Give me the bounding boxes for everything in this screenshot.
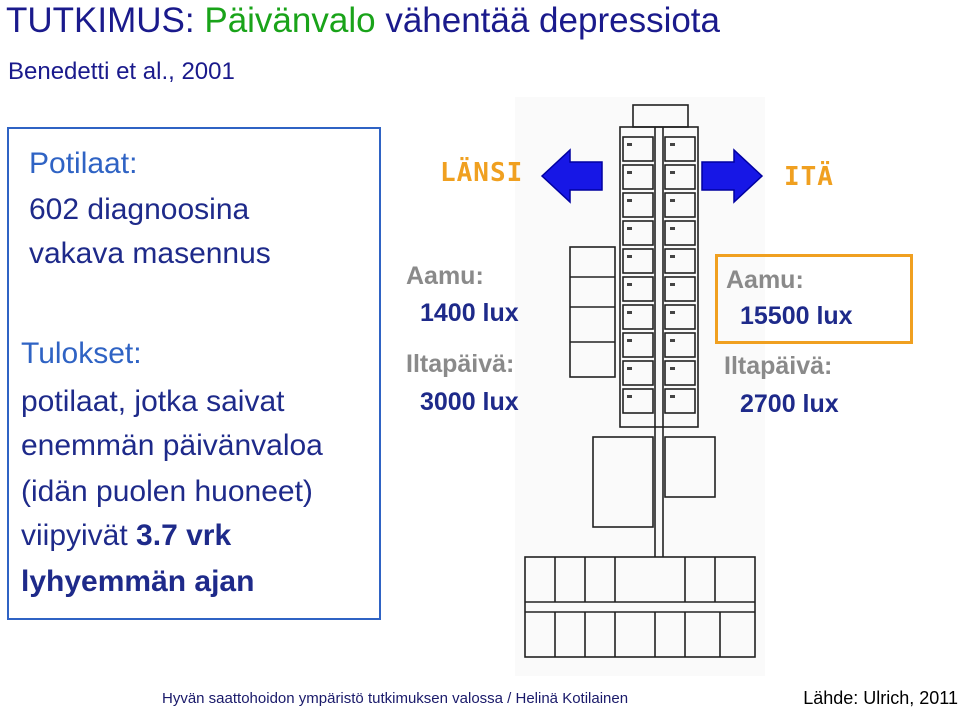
results-line-3: (idän puolen huoneet)	[21, 475, 313, 508]
title-rest: vähentää depressiota	[385, 1, 720, 40]
east-wing-label: ITÄ	[784, 162, 834, 192]
west-morning-value: 1400 lux	[420, 299, 519, 327]
results-line-4-days: 3.7 vrk	[136, 519, 232, 552]
east-afternoon-value: 2700 lux	[740, 390, 839, 418]
patients-heading: Potilaat:	[29, 147, 138, 180]
west-afternoon-label: Iltapäivä:	[406, 350, 515, 378]
east-afternoon-label: Iltapäivä:	[724, 352, 833, 380]
title-label: TUTKIMUS:	[6, 1, 195, 40]
study-summary-box	[7, 127, 381, 620]
west-wing-label: LÄNSI	[440, 158, 524, 188]
results-line-2: enemmän päivänvaloa	[21, 429, 323, 462]
east-morning-label: Aamu:	[726, 266, 804, 294]
patients-line-2: vakava masennus	[29, 237, 271, 270]
results-line-4-text: viipyivät	[21, 519, 137, 552]
results-line-5: lyhyemmän ajan	[21, 565, 255, 598]
results-heading: Tulokset:	[21, 337, 142, 370]
slide-footer: Hyvän saattohoidon ympäristö tutkimuksen valossa / Helinä Kotilainen	[162, 690, 629, 707]
west-arrow-icon	[540, 148, 604, 204]
slide-title	[6, 0, 720, 42]
slide-subtitle: Benedetti et al., 2001	[8, 58, 235, 85]
west-morning-label: Aamu:	[406, 262, 484, 290]
east-arrow-icon	[700, 148, 764, 204]
results-line-1: potilaat, jotka saivat	[21, 385, 285, 418]
east-morning-value: 15500 lux	[740, 302, 853, 330]
west-afternoon-value: 3000 lux	[420, 388, 519, 416]
patients-line-1: 602 diagnoosina	[29, 193, 250, 226]
source-citation: Lähde: Ulrich, 2011	[803, 688, 958, 708]
results-line-4	[21, 519, 231, 553]
title-highlight: Päivänvalo	[204, 1, 376, 40]
